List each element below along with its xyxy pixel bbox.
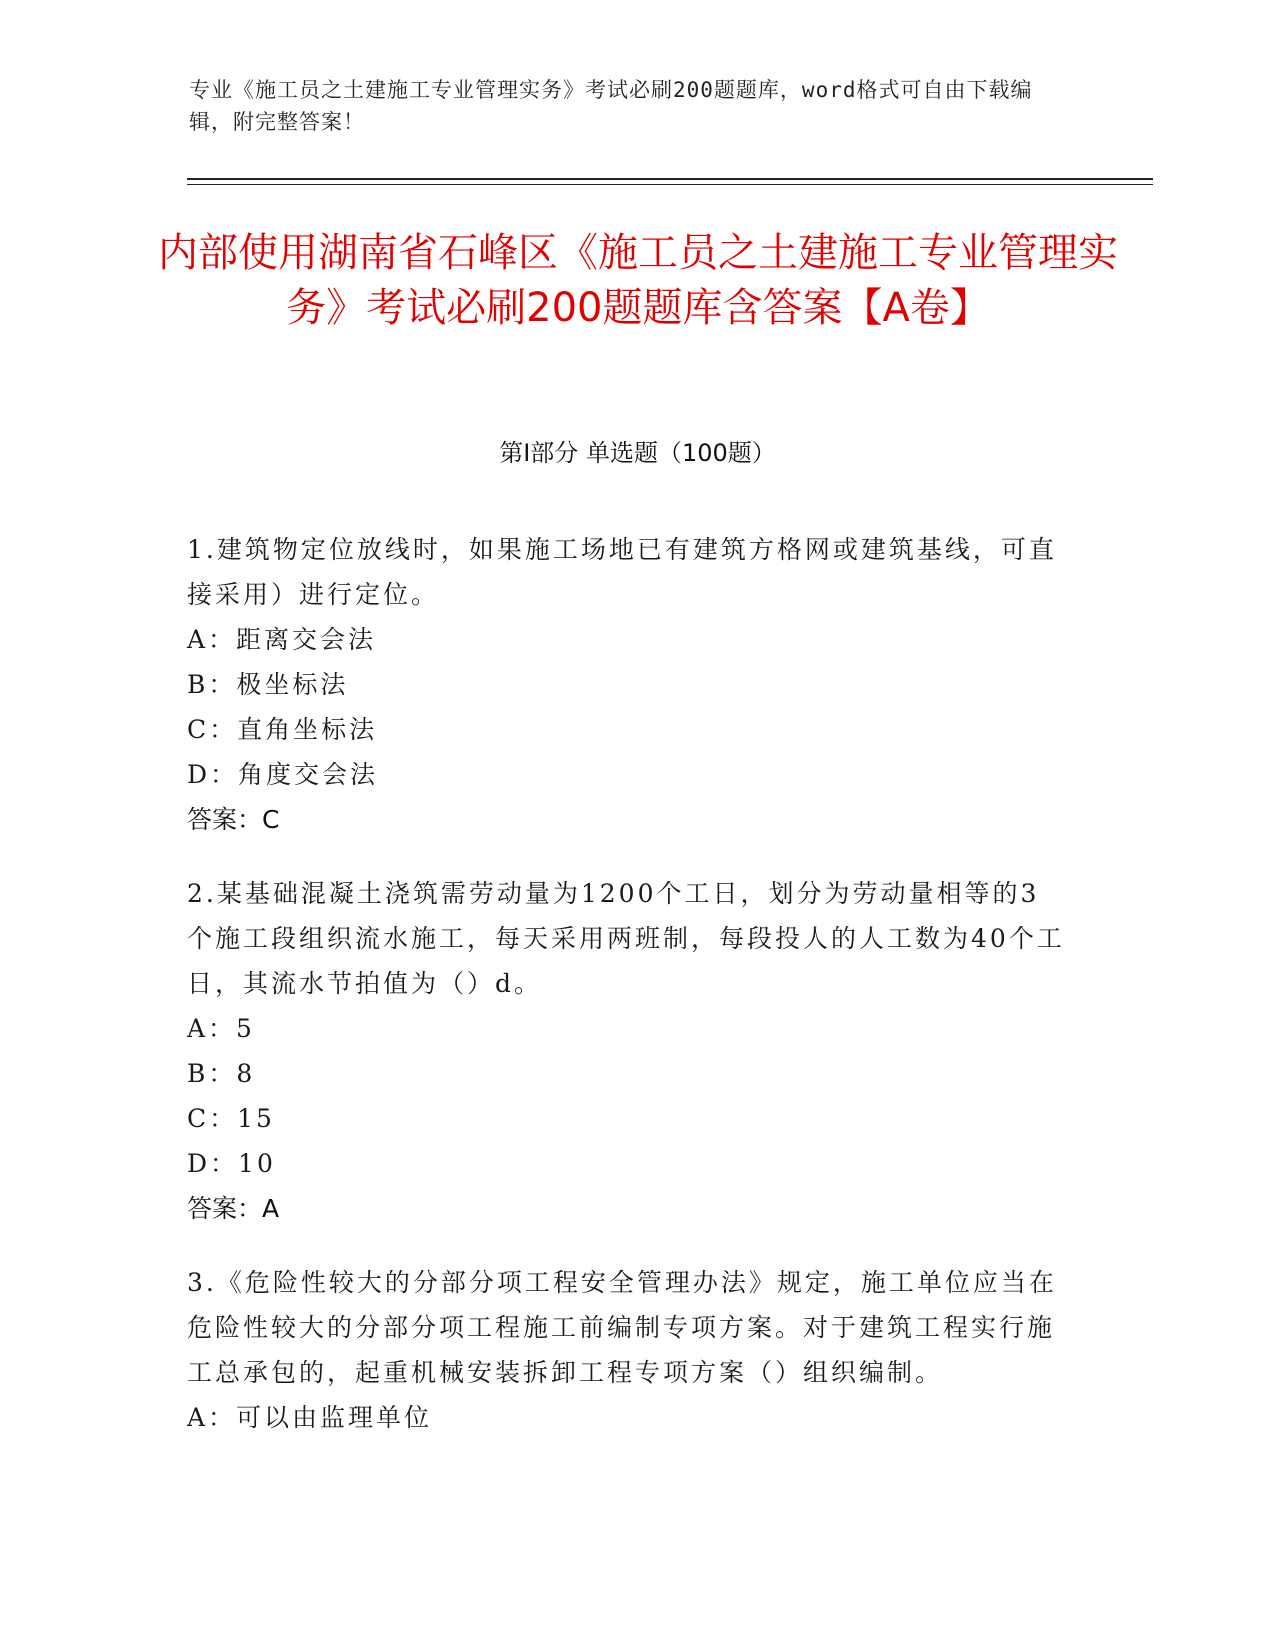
option-a: A：距离交会法: [187, 625, 377, 654]
option-b: B：8: [187, 1059, 256, 1088]
option-d: D：角度交会法: [187, 760, 379, 789]
section-title: 第Ⅰ部分 单选题（100题）: [499, 439, 776, 467]
question-3: [187, 1260, 1067, 1440]
question-1: [187, 527, 1067, 842]
question-stem: 3.《危险性较大的分部分项工程安全管理办法》规定，施工单位应当在危险性较大的分部分项工程施工前编制专项方案。对于建筑工程实行施工总承包的，起重机械安装拆卸工程专项方案（）组织编制。: [187, 1268, 1057, 1387]
question-2: [187, 871, 1067, 1231]
question-stem: 2.某基础混凝土浇筑需劳动量为1200个工日，划分为劳动量相等的3个施工段组织流水施工，每天采用两班制，每段投人的人工数为40个工日，其流水节拍值为（）d。: [187, 879, 1065, 998]
option-d: D：10: [187, 1149, 276, 1178]
answer-line: 答案：A: [187, 1194, 280, 1223]
option-c: C：15: [187, 1104, 275, 1133]
question-stem: 1.建筑物定位放线时，如果施工场地已有建筑方格网或建筑基线，可直接采用）进行定位。: [187, 535, 1057, 609]
header-divider-thin: [187, 184, 1153, 185]
header-note: 专业《施工员之土建施工专业管理实务》考试必刷200题题库，word格式可自由下载编辑，附完整答案！: [189, 78, 1033, 134]
option-b: B：极坐标法: [187, 670, 349, 699]
document-title: 内部使用湖南省石峰区《施工员之土建施工专业管理实务》考试必刷200题题库含答案【A卷】: [158, 230, 1118, 331]
option-c: C：直角坐标法: [187, 715, 378, 744]
option-a: A：5: [187, 1014, 255, 1043]
question-list: [187, 527, 1067, 1469]
answer-line: 答案：C: [187, 805, 280, 834]
header-divider-thick: [187, 178, 1153, 180]
option-a: A：可以由监理单位: [187, 1403, 433, 1432]
